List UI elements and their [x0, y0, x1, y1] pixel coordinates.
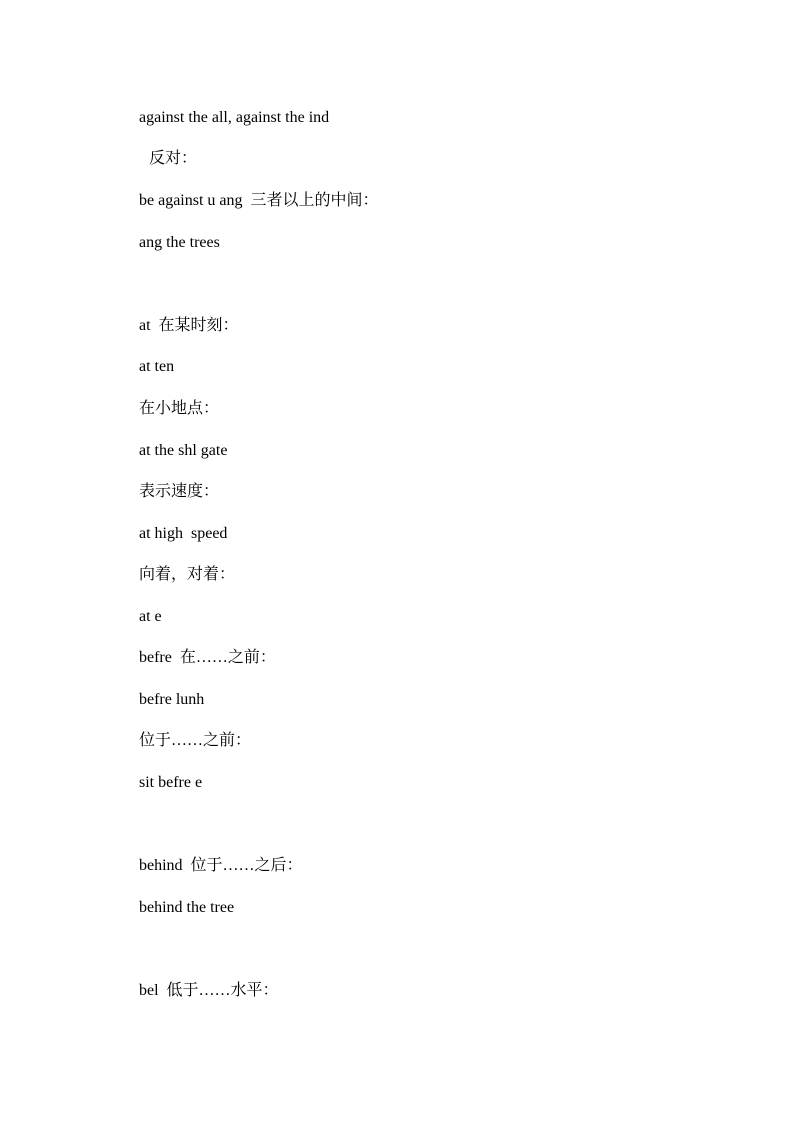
- text-line: sit befre e: [139, 774, 203, 791]
- text-line: befre 在……之前：: [139, 649, 276, 666]
- text-line: bel 低于……水平：: [139, 982, 279, 999]
- text-line: at e: [139, 608, 162, 625]
- text-line: 表示速度：: [139, 483, 220, 500]
- text-line: be against u ang 三者以上的中间：: [139, 192, 379, 209]
- text-line: befre lunh: [139, 691, 205, 708]
- text-line: 向着，对着：: [139, 566, 236, 583]
- text-line: behind 位于……之后：: [139, 857, 303, 874]
- text-line: at the shl gate: [139, 442, 228, 459]
- text-line: at 在某时刻：: [139, 317, 239, 334]
- text-line: behind the tree: [139, 899, 235, 916]
- text-line: 反对：: [149, 150, 198, 167]
- text-line: at ten: [139, 358, 175, 375]
- text-line: ang the trees: [139, 234, 220, 251]
- text-line: against the all, against the ind: [139, 109, 330, 126]
- text-line: at high speed: [139, 525, 228, 542]
- text-line: 在小地点：: [139, 400, 220, 417]
- text-line: 位于……之前：: [139, 732, 252, 749]
